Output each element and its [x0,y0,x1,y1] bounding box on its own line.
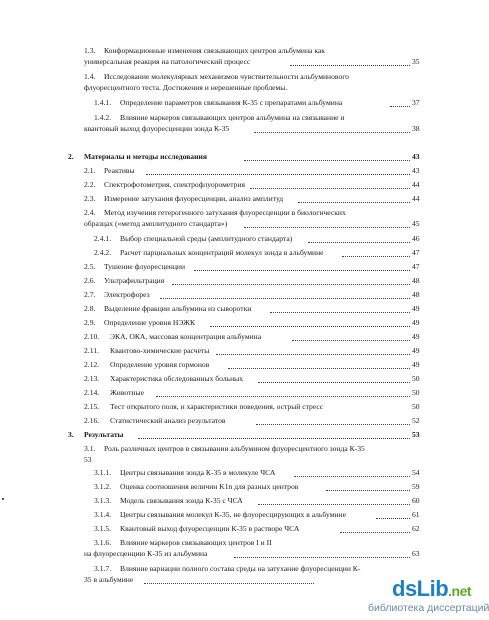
toc-page: 46 [412,234,420,243]
toc-title: Статистический анализ результатов [110,416,226,425]
toc-number: 3.1.5. [94,524,112,533]
toc-page: 53 [412,430,420,439]
toc-page: 50 [412,402,420,411]
toc-number: 2.11. [84,346,99,355]
toc-entry [84,180,424,190]
toc-entry [84,83,424,93]
toc-number: 2.16. [84,416,100,425]
toc-page: 37 [412,98,420,107]
toc-title: Измерение затухания флуоресценции, анализ амплитуд [104,194,284,203]
leader-dots [234,549,410,558]
toc-page: 35 [412,57,420,66]
leader-dots [210,318,410,327]
toc-page: 44 [412,180,420,189]
toc-page: 52 [412,416,420,425]
leader-dots [390,98,410,107]
toc-entry [84,46,424,56]
toc-title: Определение параметров связывания К-35 с препаратами альбумина [120,98,343,107]
toc-entry [84,346,424,356]
leader-dots [294,468,410,477]
leader-dots [228,360,410,369]
toc-title-cont: образцах («метод амплитудного стандарта») [84,219,228,228]
toc-number: 1.3. [84,46,96,55]
toc-entry [84,374,424,384]
toc-entry [84,575,424,585]
toc-entry [94,113,424,123]
toc-entry [84,416,424,426]
toc-title-cont: флуоресцентного теста. Достижения и нерешенные проблемы. [84,83,288,92]
toc-title: Роль различных центров в связывании альбумином флуоресцентного зонда К-35 [104,444,365,453]
toc-title: Материалы и методы исследования [84,152,207,161]
toc-number: 2.2. [84,180,96,189]
toc-page: 38 [412,124,420,133]
toc-page: 48 [412,290,420,299]
toc-title: Реактивы [104,166,135,175]
toc-entry [68,152,424,162]
toc-title: Влияние маркеров связывающих центров альбумина на связывание и [120,113,345,122]
toc-page: 49 [412,332,420,341]
toc-title: Расчет парциальных концентраций молекул зонда в альбумине [120,248,324,257]
toc-number: 3.1.6. [94,538,112,547]
toc-page: 61 [412,510,420,519]
toc-title: Квантово-химические расчеты [110,346,210,355]
leader-dots [270,304,410,313]
toc-page: 60 [412,496,420,505]
toc-entry [84,57,424,67]
toc-page: 47 [412,262,420,271]
toc-number: 3.1.3. [94,496,112,505]
toc-entry [84,304,424,314]
toc-entry [94,98,424,108]
toc-entry [84,549,424,559]
leader-dots [244,219,410,228]
toc-page: 44 [412,194,420,203]
leader-dots [340,524,410,533]
leader-dots [258,374,410,383]
leader-dots [308,234,410,243]
toc-entry [68,430,424,440]
toc-page: 54 [412,468,420,477]
toc-title: Модель связывания зонда К-35 с ЧСА [120,496,243,505]
toc-title: Влияние маркеров связывающих центров I и II [120,538,272,547]
toc-number: 2.8. [84,304,96,313]
toc-number: 2.12. [84,360,100,369]
toc-title: Центры связывания молекул К-35, не флуоресцирующих в альбумине [120,510,346,519]
toc-entry [84,219,424,229]
toc-page-inline: 53 [84,455,92,464]
leader-dots [156,388,410,397]
toc-entry [94,564,424,574]
toc-title: Оценка соотношения величин K1n для разных центров [120,482,299,491]
watermark-logo-main: dsLib [392,576,449,601]
toc-number: 3.1.2. [94,482,112,491]
toc-page: 43 [412,152,420,161]
toc-entry [84,332,424,342]
toc-title: Исследование молекулярных механизмов чувствительности альбуминового [104,72,349,81]
toc-title: Результаты [84,430,124,439]
toc-page: 50 [412,374,420,383]
scan-mark [2,498,4,500]
toc-number: 2.1. [84,166,96,175]
toc-title: Характеристика обследованных больных [110,374,244,383]
toc-entry [84,72,424,82]
toc-title-cont: универсальная реакция на патологический процесс [84,57,251,66]
toc-entry [84,402,424,412]
toc-title: Выделение фракции альбумина из сыворотки [104,304,252,313]
toc-page: 63 [412,549,420,558]
leader-dots [256,416,410,425]
toc-entry [84,166,424,176]
toc-number: 3.1. [84,444,96,453]
toc-entry [84,388,424,398]
toc-entry [84,194,424,204]
toc-title-cont: на флуоресценцию К-35 из альбумина [84,549,208,558]
toc-number: 2. [68,152,74,161]
toc-number: 2.4. [84,208,96,217]
toc-number: 2.14. [84,388,100,397]
leader-dots [244,152,410,161]
toc-number: 2.9. [84,318,96,327]
toc-number: 1.4.1. [94,98,112,107]
toc-number: 3.1.1. [94,468,112,477]
toc-entry [94,510,424,520]
toc-number: 1.4.2. [94,113,112,122]
toc-title: Выбор специальной среды (амплитудного стандарта) [120,234,293,243]
toc-page: 48 [412,276,420,285]
toc-entry [94,468,424,478]
toc-title: Электрофорез [104,290,150,299]
toc-number: 2.5. [84,262,96,271]
leader-dots [144,575,314,584]
leader-dots [146,166,410,175]
toc-entry [94,496,424,506]
leader-dots [216,346,410,355]
toc-entry [84,276,424,286]
toc-entry [84,318,424,328]
leader-dots [342,248,410,257]
toc-title: Определение уровня гормонов [110,360,210,369]
toc-number: 3. [68,430,74,439]
toc-title: Животные [110,388,144,397]
toc-title: Влияние вариации полного состава среды на затухание флуоресценции К- [120,564,361,573]
leader-dots [172,276,410,285]
leader-dots [250,180,410,189]
toc-title: Тушение флуоресценции [104,262,186,271]
toc-number: 2.7. [84,290,96,299]
leader-dots [160,290,410,299]
toc-entry [84,455,424,465]
toc-entry [84,444,424,454]
toc-title: Тест открытого поля, и характеристики поведения, острый стресс [110,402,324,411]
toc-title: Квантовый выход флуоресценции К-35 в растворе ЧСА [120,524,300,533]
toc-page: 49 [412,304,420,313]
toc-title: Конформационные изменения связывающих центров альбумина как [104,46,325,55]
toc-entry [84,290,424,300]
watermark-logo-suffix: .net [448,583,472,599]
leader-dots [376,510,410,519]
toc-entry [94,482,424,492]
leader-dots [258,496,410,505]
leader-dots [138,430,410,439]
toc-title: Определение уровня НЭЖК [104,318,196,327]
toc-title: Ультрафильтрация [104,276,165,285]
toc-page: 45 [412,219,420,228]
watermark-subtitle: библиотека диссертаций [368,602,489,614]
toc-title: ЭКА, ОКА, массовая концентрация альбумина [110,332,262,341]
toc-title-cont: квантовый выход флуоресценции зонда К-35 [84,124,230,133]
toc-number: 3.1.7. [94,564,112,573]
leader-dots [290,57,410,66]
toc-page: 50 [412,388,420,397]
toc-page: 43 [412,166,420,175]
leader-dots [292,332,410,341]
toc-number: 3.1.4. [94,510,112,519]
watermark-logo [392,576,471,602]
toc-number: 2.13. [84,374,100,383]
toc-title-cont: 35 в альбумине [84,575,134,584]
toc-number: 2.15. [84,402,100,411]
toc-entry [84,360,424,370]
leader-dots [254,124,410,133]
toc-entry [94,248,424,258]
toc-entry [94,538,424,548]
toc-entry [94,524,424,534]
toc-entry [94,234,424,244]
toc-title: Центры связывания зонда К-35 в молекуле ЧСА [120,468,276,477]
toc-page: 47 [412,248,420,257]
toc-number: 2.3. [84,194,96,203]
toc-number: 1.4. [84,72,96,81]
leader-dots [194,262,410,271]
toc-title: Спектрофотометрия, спектрофлуорометрия [104,180,246,189]
toc-entry [84,208,424,218]
toc-page: 49 [412,360,420,369]
toc-title: Метод изучения гетерогенного затухания флуоресценции в биологических [104,208,346,217]
toc-page: 62 [412,524,420,533]
toc-page: 49 [412,346,420,355]
toc-entry [84,124,424,134]
toc-number: 2.6. [84,276,96,285]
leader-dots [326,482,410,491]
toc-number: 2.10. [84,332,100,341]
toc-page: 59 [412,482,420,491]
leader-dots [298,194,410,203]
toc-entry [84,262,424,272]
toc-number: 2.4.1. [94,234,112,243]
toc-page: 49 [412,318,420,327]
toc-number: 2.4.2. [94,248,112,257]
